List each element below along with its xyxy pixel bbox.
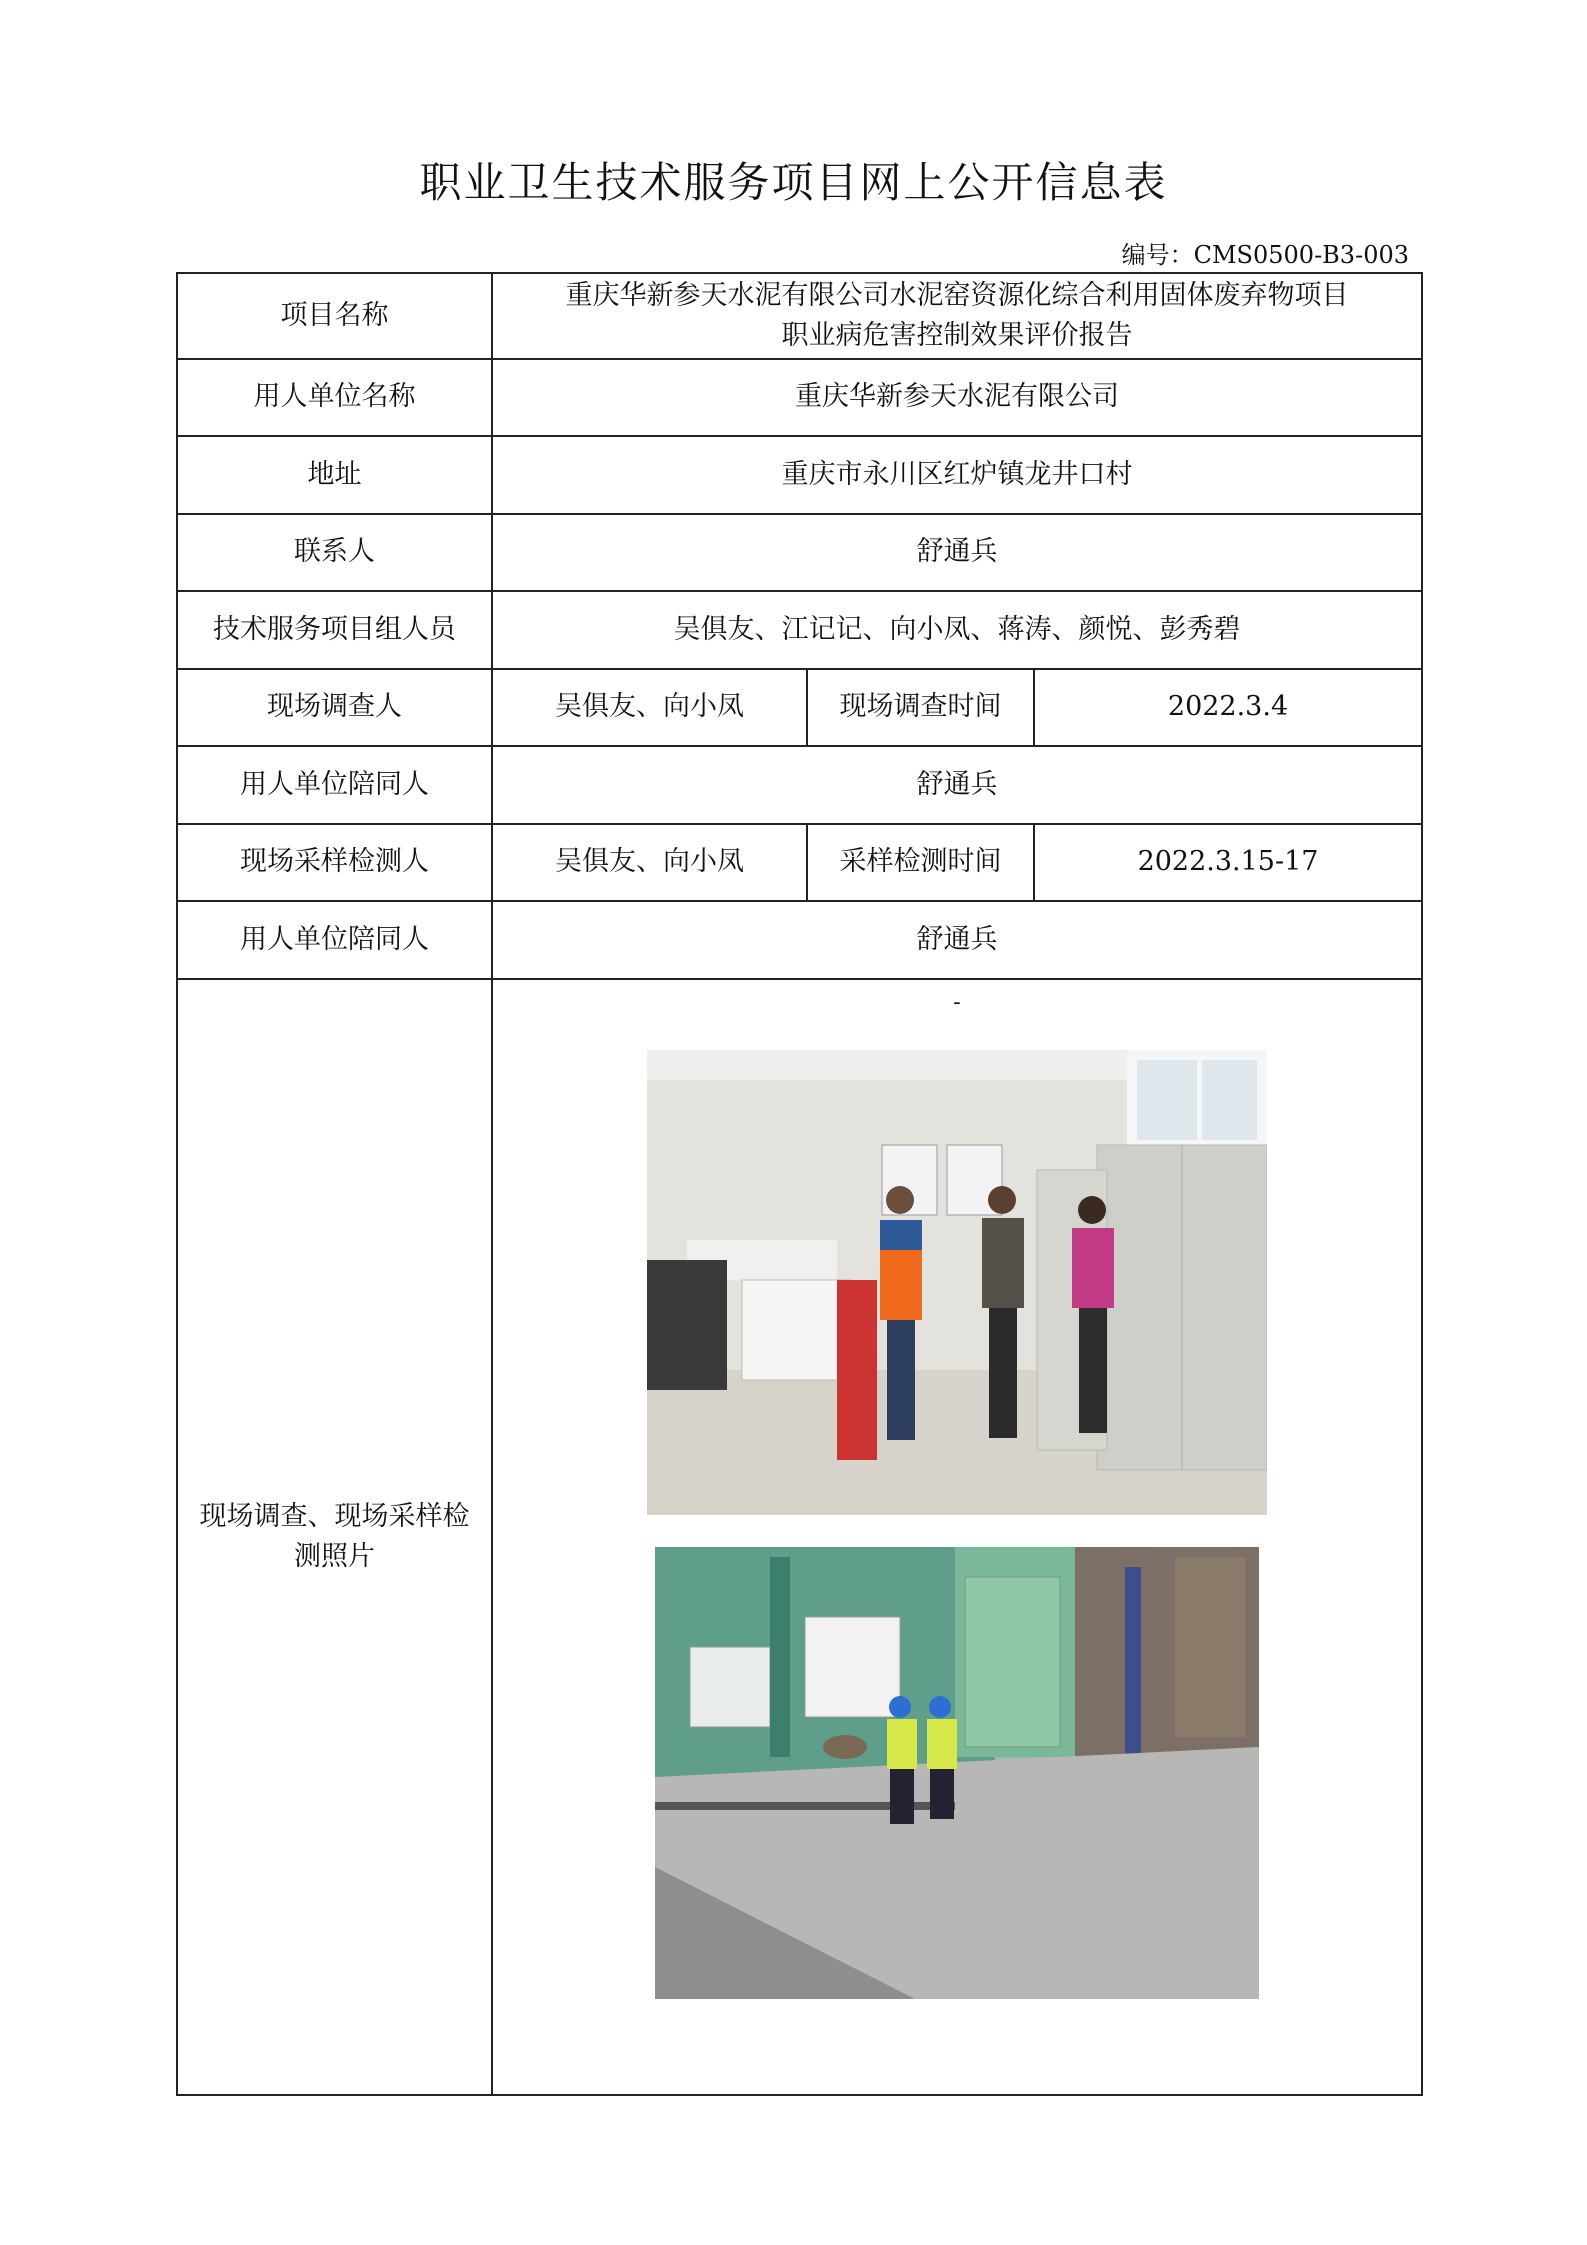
table-row [177, 273, 1422, 359]
table-row [177, 824, 1422, 901]
table-row [177, 901, 1422, 979]
contact-value: 舒通兵 [492, 514, 1422, 591]
contact-label: 联系人 [177, 514, 492, 591]
sampling-time-value: 2022.3.15-17 [1034, 824, 1422, 901]
photo-icon [655, 1547, 1259, 1999]
table-row [177, 669, 1422, 746]
table-row [177, 591, 1422, 669]
escort2-value: 舒通兵 [492, 901, 1422, 979]
photo-icon [647, 1050, 1267, 1515]
table-row [177, 979, 1422, 2095]
escort2-label: 用人单位陪同人 [177, 901, 492, 979]
survey-person-label: 现场调查人 [177, 669, 492, 746]
plant-sampling-photo [655, 1547, 1259, 1999]
survey-time-label: 现场调查时间 [807, 669, 1034, 746]
photos-dash: - [953, 990, 961, 1015]
table-row [177, 359, 1422, 436]
table-row [177, 514, 1422, 591]
project-name-line1: 重庆华新参天水泥有限公司水泥窑资源化综合利用固体废弃物项目 [565, 279, 1349, 311]
photos-label: 现场调查、现场采样检测照片 [177, 979, 492, 2095]
employer-label: 用人单位名称 [177, 359, 492, 436]
project-name-line2: 职业病危害控制效果评价报告 [781, 320, 1133, 351]
sampling-time-label: 采样检测时间 [807, 824, 1034, 901]
sampling-person-label: 现场采样检测人 [177, 824, 492, 901]
team-label: 技术服务项目组人员 [177, 591, 492, 669]
survey-time-value: 2022.3.4 [1034, 669, 1422, 746]
info-table [176, 272, 1423, 2096]
team-value: 吴俱友、江记记、向小凤、蒋涛、颜悦、彭秀碧 [492, 591, 1422, 669]
table-row [177, 746, 1422, 824]
document-title: 职业卫生技术服务项目网上公开信息表 [419, 158, 1168, 207]
address-value: 重庆市永川区红炉镇龙井口村 [492, 436, 1422, 514]
employer-value: 重庆华新参天水泥有限公司 [492, 359, 1422, 436]
address-label: 地址 [177, 436, 492, 514]
document-code: 编号：CMS0500-B3-003 [1121, 241, 1409, 269]
office-team-photo [647, 1050, 1267, 1515]
escort1-label: 用人单位陪同人 [177, 746, 492, 824]
survey-person-value: 吴俱友、向小凤 [492, 669, 807, 746]
photos-cell [492, 979, 1422, 2095]
escort1-value: 舒通兵 [492, 746, 1422, 824]
project-name-label: 项目名称 [177, 273, 492, 359]
table-row [177, 436, 1422, 514]
project-name-value [492, 273, 1422, 359]
sampling-person-value: 吴俱友、向小凤 [492, 824, 807, 901]
